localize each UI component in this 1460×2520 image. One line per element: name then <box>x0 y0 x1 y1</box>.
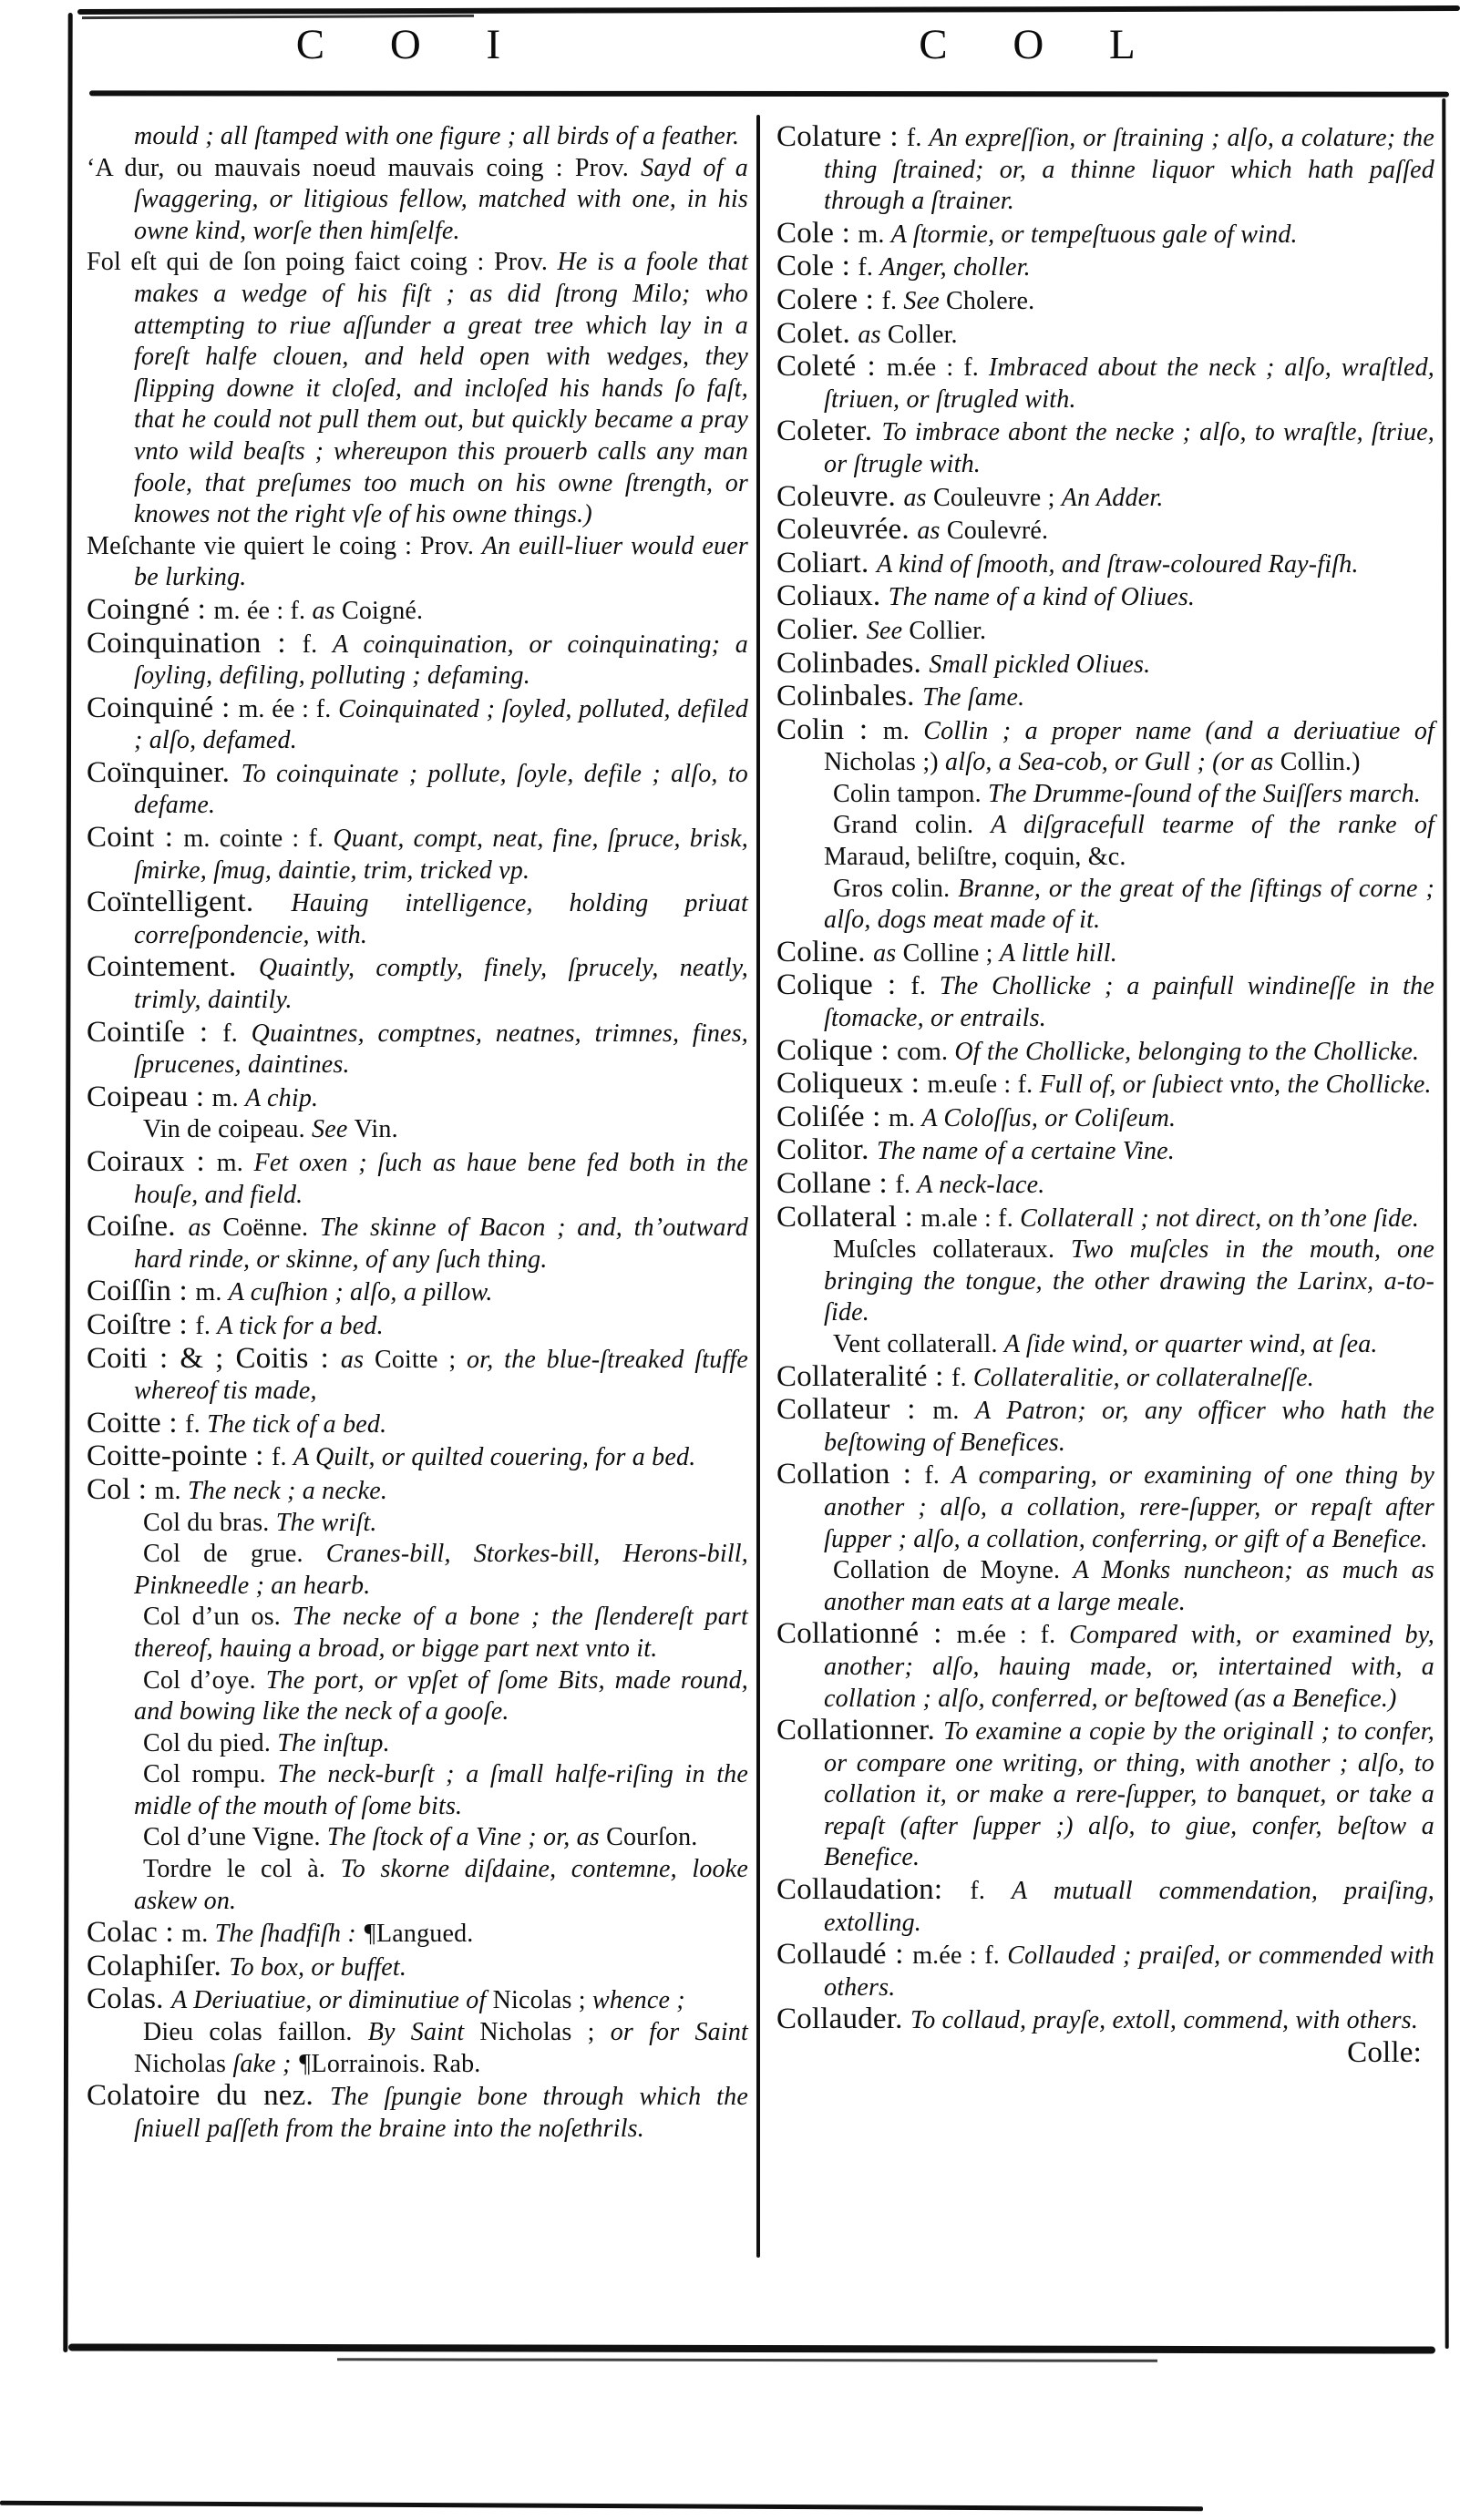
roman-text: f. <box>951 1363 973 1392</box>
headword: Collationné : <box>776 1617 957 1651</box>
entry <box>776 284 1434 318</box>
definition-text: as <box>312 596 342 625</box>
headword: Collation : <box>776 1458 925 1491</box>
entry <box>776 714 1434 779</box>
bottom-rule-echo <box>337 2358 1157 2362</box>
definition-text: Fet oxen ; ſuch as haue bene fed both in the houſe, and field. <box>134 1149 748 1209</box>
entry <box>87 594 748 628</box>
entry <box>87 1146 748 1211</box>
entry <box>776 1134 1434 1168</box>
definition-text: To coinquinate ; pollute, ſoyle, defile ; alſo, to defame. <box>134 759 748 820</box>
entry <box>776 1394 1434 1459</box>
headword: Cole : <box>776 250 859 283</box>
definition-text: See <box>866 616 910 645</box>
headword: Collane : <box>776 1167 896 1200</box>
entry <box>776 2003 1434 2037</box>
headword: Coinquination : <box>87 626 303 660</box>
scan-edge-line <box>0 2501 1203 2511</box>
headword: Collateur : <box>776 1393 933 1427</box>
roman-text: f. <box>858 253 880 282</box>
headword: Colas. <box>87 1982 172 2016</box>
entry <box>776 648 1434 681</box>
definition-text: A ſtormie, or tempeſtuous gale of wind. <box>890 220 1298 249</box>
entry <box>776 1361 1434 1395</box>
definition-text: A Coloſſus, or Coliſeum. <box>921 1103 1177 1132</box>
roman-text: Maraud, beliſtre, coquin, &c. <box>824 843 1126 872</box>
roman-text: f. <box>185 1409 208 1439</box>
roman-text: m. <box>216 1149 254 1177</box>
roman-text: f. <box>195 1311 218 1340</box>
definition-text: See <box>312 1115 355 1144</box>
definition-text: A diſgracefull tearme of the ranke of <box>991 811 1435 840</box>
definition-text: Two muſcles in the mouth, one bringing the tongue, the other drawing the Larinx, a-to-ſide. <box>824 1235 1434 1327</box>
roman-text: Col rompu. <box>143 1760 278 1789</box>
entry <box>776 514 1434 548</box>
definition-text: whence ; <box>591 1986 685 2015</box>
roman-text: m. cointe : f. <box>183 825 334 854</box>
entry <box>776 548 1434 581</box>
headword: Coingné : <box>87 592 214 626</box>
entry <box>776 1202 1434 1235</box>
roman-text: Grand colin. <box>833 811 992 840</box>
running-head-right: C O L <box>919 21 1163 68</box>
definition-text: Collaterall ; not direct, on th’one ſide. <box>1020 1204 1420 1233</box>
entry <box>87 1983 748 2017</box>
entry <box>87 822 748 886</box>
headword: Cointement. <box>87 950 259 984</box>
roman-text: Nicholas ; <box>479 2018 611 2047</box>
sub-entry <box>87 1602 748 1665</box>
definition-text: as <box>873 938 903 968</box>
entry <box>776 318 1434 352</box>
sub-entry <box>87 1854 748 1917</box>
headword: Col : <box>87 1472 155 1506</box>
roman-text: Vin. <box>354 1115 398 1144</box>
roman-text: Coitte ; <box>374 1345 468 1374</box>
headword: Coinquiné : <box>87 691 239 724</box>
definition-text: or, the blue-ſtreaked ſtuffe whereof tis made, <box>134 1345 748 1406</box>
headword: Collateral : <box>776 1200 921 1234</box>
headword: Collationner. <box>776 1714 944 1747</box>
sub-entry <box>87 1759 748 1822</box>
entry <box>776 251 1434 284</box>
entry <box>87 757 748 822</box>
roman-text: Col de grue. <box>143 1540 326 1569</box>
headword: Colitor. <box>776 1133 877 1167</box>
headword: Coint : <box>87 821 184 855</box>
roman-text: m. <box>154 1476 188 1505</box>
roman-text: Muſcles collateraux. <box>833 1235 1072 1265</box>
definition-text: By Saint <box>367 2018 480 2047</box>
entry <box>776 121 1434 218</box>
headword: Colinbades. <box>776 646 930 680</box>
headword: Coiſne. <box>87 1210 189 1244</box>
headword: Coïnquiner. <box>87 755 242 789</box>
roman-text: Collation de Moyne. <box>833 1556 1074 1585</box>
headword: Colique : <box>776 1033 898 1067</box>
headword: Colac : <box>87 1916 182 1950</box>
definition-text: Quaintnes, comptnes, neatnes, trimnes, fines, ſprucenes, daintines. <box>134 1019 748 1080</box>
definition-text: To imbrace abont the necke ; alſo, to wraſtle, ſtriue, or ſtrugle with. <box>824 418 1434 478</box>
bottom-rule <box>68 2343 1435 2353</box>
entry <box>87 247 748 530</box>
top-rule-echo <box>82 15 474 19</box>
sub-entry <box>776 1555 1434 1618</box>
definition-text: The skinne of Bacon ; and, th’outward hard rinde, or skinne, of any ſuch thing. <box>134 1214 748 1274</box>
entry <box>776 415 1434 480</box>
headword: Coleuvre. <box>776 479 904 513</box>
roman-text: m.ée : f. <box>887 353 989 383</box>
entry <box>87 2080 748 2145</box>
entry <box>87 1343 748 1408</box>
roman-text: m. <box>888 1103 922 1132</box>
roman-text: Col du pied. <box>143 1728 278 1757</box>
header-rule <box>89 90 1449 97</box>
headword: Collateralité : <box>776 1359 951 1393</box>
roman-text: Vin de coipeau. <box>143 1115 313 1144</box>
entry <box>87 1017 748 1081</box>
right-column <box>776 121 1434 2069</box>
headword: Cointiſe : <box>87 1015 223 1049</box>
roman-text: m. <box>211 1083 246 1112</box>
definition-text: Coinquinated ; ſoyled, polluted, defiled ; alſo, defamed. <box>134 694 748 755</box>
definition-text: The name of a certaine Vine. <box>877 1137 1175 1166</box>
headword: Coitte-pointe : <box>87 1439 272 1473</box>
headword: Coitte : <box>87 1406 186 1439</box>
definition-text: as <box>858 320 888 349</box>
headword: Coleuvrée. <box>776 513 918 547</box>
entry <box>87 886 748 951</box>
definition-text: Quaintly, comptly, finely, ſprucely, neatly, trimly, daintily. <box>134 954 748 1015</box>
definition-text: A cuſhion ; alſo, a pillow. <box>228 1278 493 1307</box>
roman-text: m.ale : f. <box>920 1204 1021 1233</box>
entry <box>87 1408 748 1441</box>
definition-text: The wriſt. <box>275 1508 377 1537</box>
roman-text: Coënne. <box>222 1214 320 1243</box>
entry <box>776 1035 1434 1069</box>
column-divider-rule <box>756 115 760 2258</box>
headword: Coliart. <box>776 546 877 579</box>
definition-text: as <box>340 1345 375 1374</box>
headword: Coipeau : <box>87 1080 212 1113</box>
headword: Coiſſin : <box>87 1275 196 1308</box>
definition-text: To examine a copie by the originall ; to confer, or compare one writing, or thing, with another ; alſo, to collation it, or make a rere-ſupper, to banquet, or take a repaſt (after ſupper ;) alſo, to giue, confer, beſtow a Benefice. <box>824 1717 1434 1872</box>
definition-text: Quant, compt, neat, fine, ſpruce, brisk, ſmirke, ſmug, daintie, trim, tricked vp. <box>134 825 748 885</box>
definition-text: A kind of ſmooth, and ſtraw-coloured Ray-fiſh. <box>876 549 1359 579</box>
top-rule <box>77 5 1460 15</box>
roman-text: Fol eſt qui de ſon poing faict coing : Prov. <box>87 248 558 277</box>
definition-text: The ſhadfiſh : ¶ <box>214 1920 376 1949</box>
roman-text: Vent collaterall. <box>833 1329 1004 1358</box>
left-column <box>87 121 748 2145</box>
definition-text: or for Saint <box>610 2018 748 2047</box>
definition-text: An euill-liuer would euer be lurking. <box>134 531 748 592</box>
sub-entry <box>87 1114 748 1146</box>
definition-text: A Quilt, or quilted couering, for a bed. <box>293 1443 696 1472</box>
roman-text: Collier. <box>909 616 987 645</box>
roman-text: Collin.) <box>1280 748 1361 777</box>
headword: Colin : <box>776 712 883 746</box>
definition-text: as <box>903 483 933 512</box>
roman-text: Col d’une Vigne. <box>143 1823 327 1852</box>
headword: Coiti : & ; Coitis : <box>87 1341 341 1375</box>
entry <box>776 1459 1434 1555</box>
entry <box>776 1939 1434 2003</box>
sub-entry <box>87 2017 748 2080</box>
roman-text: Col d’un os. <box>143 1603 293 1632</box>
definition-text: The ſpungie bone through which the ſniuell paſſeth from the braine into the noſethrils. <box>134 2083 748 2143</box>
entry <box>87 1309 748 1343</box>
headword: Colature : <box>776 120 907 153</box>
roman-text: f. <box>222 1019 252 1048</box>
definition-text: A Monks nuncheon; as much as another man eats at a large meale. <box>824 1556 1434 1616</box>
roman-text: Colin tampon. <box>833 779 989 808</box>
roman-text: Col du bras. <box>143 1508 276 1537</box>
definition-text: Of the Chollicke, belonging to the Chollicke. <box>954 1037 1420 1066</box>
roman-text: Dieu colas faillon. <box>143 2018 368 2047</box>
roman-text: Nicholas <box>134 2049 233 2078</box>
definition-text: The ſtock of a Vine ; or, as <box>326 1823 607 1852</box>
definition-text: The neck ; a necke. <box>187 1476 388 1505</box>
roman-text: Courſon. <box>606 1823 698 1852</box>
roman-text: Coller. <box>887 320 958 349</box>
definition-text: The necke of a bone ; the ſlendereſt part thereof, hauing a broad, or bigge part next vnto it. <box>134 1603 748 1663</box>
entry <box>776 1874 1434 1939</box>
entry <box>87 628 748 692</box>
entry <box>87 1951 748 1984</box>
headword: Collaudé : <box>776 1938 913 1972</box>
definition-text: A comparing, or examining of one thing by another ; alſo, a collation, rere-ſupper, or repaſt after ſupper ; alſo, a collation, conferring, or gift of a Benefice. <box>824 1461 1434 1553</box>
roman-text: m. ée : f. <box>213 596 313 625</box>
definition-text: A tick for a bed. <box>217 1311 384 1340</box>
definition-text: An Adder. <box>1061 483 1164 512</box>
roman-text: m. <box>195 1278 229 1307</box>
headword: Coleter. <box>776 415 882 448</box>
headword: Cole : <box>776 216 859 250</box>
definition-text: A neck-lace. <box>917 1171 1045 1199</box>
roman-text: m. ée : f. <box>238 694 339 723</box>
definition-text: The port, or vpſet of ſome Bits, made round, and bowing like the neck of a gooſe. <box>134 1665 748 1726</box>
definition-text: as <box>917 517 947 546</box>
entry <box>87 1275 748 1309</box>
entry <box>87 692 748 757</box>
roman-text: Couleuvre ; <box>932 483 1062 512</box>
definition-text: The neck-burſt ; a ſmall halfe-riſing in the midle of the mouth of ſome bits. <box>134 1760 748 1820</box>
entry <box>776 969 1434 1034</box>
roman-text: Nicolas ; <box>492 1986 592 2015</box>
roman-text: m. <box>882 716 924 745</box>
entry <box>87 1081 748 1115</box>
definition-text: A little hill. <box>999 938 1117 968</box>
definition-text: An expreſſion, or ſtraining ; alſo, a colature; the thing ſtrained; or, a thinne liquor which hath paſſed through a ſtrainer. <box>824 124 1434 216</box>
roman-text: ‘A dur, ou mauvais noeud mauvais coing : Prov. <box>87 153 642 182</box>
definition-text: A coinquination, or coinquinating; a ſoyling, defiling, polluting ; defaming. <box>134 630 748 691</box>
sub-entry <box>776 779 1434 811</box>
entry <box>776 580 1434 614</box>
running-head-left: C O I <box>295 21 529 68</box>
entry <box>776 1068 1434 1101</box>
roman-text: m.ée : f. <box>956 1621 1070 1650</box>
roman-text: Coigné. <box>341 596 424 625</box>
definition-text: ſake ; ¶ <box>232 2049 312 2078</box>
sub-entry <box>87 1665 748 1728</box>
headword: Coiſtre : <box>87 1307 196 1341</box>
roman-text: com. <box>897 1037 955 1066</box>
definition-text: See <box>903 286 947 315</box>
definition-text: A Patron; or, any officer who hath the beſtowing of Benefices. <box>824 1397 1434 1457</box>
headword: Coliaux. <box>776 579 889 613</box>
entry <box>776 1715 1434 1874</box>
definition-text: A ſide wind, or quarter wind, at ſea. <box>1003 1329 1378 1358</box>
left-border-rule <box>63 13 72 2352</box>
sub-entry <box>776 1329 1434 1361</box>
definition-text: To skorne diſdaine, contemne, looke askew on. <box>134 1855 748 1915</box>
roman-text: Gros colin. <box>833 874 959 903</box>
roman-text: f. <box>910 972 940 1001</box>
entry <box>776 1168 1434 1202</box>
definition-text: Full of, or ſubiect vnto, the Chollicke. <box>1039 1070 1432 1100</box>
roman-text: Colline ; <box>902 938 1000 968</box>
headword: Coline. <box>776 935 874 968</box>
definition-text: Hauing intelligence, holding priuat correſpondencie, with. <box>134 889 748 949</box>
roman-text: m.ée : f. <box>912 1941 1008 1971</box>
entry <box>87 1917 748 1951</box>
definition-text: A mutuall commendation, praiſing, extolling. <box>824 1877 1434 1937</box>
definition-text: The inſtup. <box>277 1728 390 1757</box>
roman-text: m. <box>181 1920 215 1949</box>
roman-text: f. <box>881 286 904 315</box>
entry <box>776 614 1434 648</box>
headword: Coiraux : <box>87 1145 217 1178</box>
continued-entry <box>87 121 748 153</box>
roman-text: Col d’oye. <box>143 1665 266 1695</box>
entry <box>87 951 748 1016</box>
definition-text: To collaud, prayſe, extoll, commend, with others. <box>910 2006 1419 2035</box>
definition-text: A Deriuatiue, or diminutiue of <box>171 1986 493 2015</box>
definition-text: Small pickled Oliues. <box>929 650 1151 679</box>
roman-text: Tordre le col à. <box>143 1855 341 1884</box>
catchword: Colle: <box>1347 2036 1422 2070</box>
entry <box>87 1474 748 1508</box>
definition-text: as <box>188 1214 223 1243</box>
headword: Colere : <box>776 282 882 316</box>
entry <box>776 1101 1434 1135</box>
roman-text: Lorrainois. Rab. <box>311 2049 481 2078</box>
entry <box>87 1211 748 1275</box>
sub-entry <box>87 1508 748 1540</box>
definition-text: mould ; all ſtamped with one figure ; all birds of a feather. <box>134 122 740 150</box>
definition-text: Imbraced about the neck ; alſo, wraſtled, ſtriuen, or ſtrugled with. <box>824 353 1434 414</box>
roman-text: m. <box>858 220 891 249</box>
headword: Colatoire du nez. <box>87 2079 331 2113</box>
headword: Coliqueux : <box>776 1067 928 1101</box>
headword: Colaphiſer. <box>87 1949 230 1982</box>
definition-text: A chip. <box>245 1083 319 1112</box>
sub-entry <box>87 1539 748 1602</box>
roman-text: f. <box>272 1443 293 1472</box>
entry <box>776 937 1434 970</box>
definition-text: Sayd of a ſwaggering, or litigious fellow, matched with one, in his owne kind, worſe then himſelfe. <box>134 153 748 245</box>
headword: Collauder. <box>776 2003 911 2036</box>
definition-text: Cranes-bill, Storkes-bill, Herons-bill, Pinkneedle ; an hearb. <box>134 1540 748 1600</box>
right-border-rule <box>1442 98 1448 2349</box>
roman-text: Nicholas ;) <box>824 748 946 777</box>
headword: Colique : <box>776 968 911 1002</box>
entry <box>87 153 748 248</box>
headword: Coleté : <box>776 350 887 384</box>
definition-text: The Drumme-ſound of the Suiſſers march. <box>988 779 1421 808</box>
sub-entry <box>776 874 1434 937</box>
roman-text: Cholere. <box>946 286 1035 315</box>
sub-entry <box>776 1234 1434 1329</box>
definition-text: Branne, or the great of the ſiftings of corne ; alſo, dogs meat made of it. <box>824 874 1434 935</box>
sub-entry <box>87 1822 748 1854</box>
definition-text: The ſame. <box>922 683 1025 712</box>
roman-text: f. <box>906 124 930 152</box>
roman-text: f. <box>970 1877 1013 1906</box>
definition-text: Collateralitie, or collateralneſſe. <box>972 1363 1314 1392</box>
definition-text: He is a foole that makes a wedge of his fiſt ; as did ſtrong Milo; who attempting to riue aſſunder a great tree which lay in a foreſt halfe clouen, and held open with wedges, they ſlipping downe it cloſed, and incloſed his hands ſo faſt, that he could not pull them out, but quickly became a pray vnto wild beaſts ; whereupon this prouerb calls any man foole, that preſumes too much on his owne ſtrength, or knowes not the right vſe of his owne things.) <box>134 248 748 529</box>
definition-text: Collin ; a proper name (and a deriuatiue of <box>923 716 1434 745</box>
roman-text: m.euſe : f. <box>927 1070 1040 1100</box>
roman-text: Coulevré. <box>946 517 1049 546</box>
roman-text: f. <box>924 1461 952 1490</box>
entry <box>776 1618 1434 1715</box>
headword: Colet. <box>776 316 859 350</box>
sub-entry <box>776 810 1434 873</box>
entry <box>776 218 1434 251</box>
definition-text: To box, or buffet. <box>229 1952 407 1982</box>
roman-text: Meſchante vie quiert le coing : Prov. <box>87 531 482 560</box>
headword: Coliſée : <box>776 1100 889 1133</box>
roman-text: f. <box>895 1171 918 1199</box>
definition-text: Anger, choller. <box>879 253 1031 282</box>
definition-text: The Chollicke ; a painfull windineſſe in the ſtomacke, or entrails. <box>824 972 1434 1033</box>
entry <box>776 481 1434 515</box>
entry <box>87 1440 748 1474</box>
headword: Coïntelligent. <box>87 886 292 919</box>
definition-text: Collauded ; praiſed, or commended with others. <box>824 1941 1434 2002</box>
definition-text: Compared with, or examined by, another; alſo, hauing made, or, intertained with, a collation ; alſo, conferred, or beſtowed (as a Benefice.) <box>824 1621 1434 1713</box>
roman-text: m. <box>932 1397 976 1426</box>
roman-text: f. <box>302 630 334 659</box>
definition-text: The tick of a bed. <box>207 1409 387 1439</box>
roman-text: Langued. <box>375 1920 474 1949</box>
headword: Colier. <box>776 612 867 646</box>
definition-text: The name of a kind of Oliues. <box>888 583 1196 612</box>
sub-entry <box>87 1728 748 1760</box>
entry <box>776 351 1434 415</box>
entry <box>87 531 748 594</box>
entry <box>776 681 1434 714</box>
headword: Collaudation: <box>776 1873 971 1907</box>
headword: Colinbales. <box>776 680 923 713</box>
definition-text: alſo, a Sea-cob, or Gull ; (or as <box>945 748 1280 777</box>
